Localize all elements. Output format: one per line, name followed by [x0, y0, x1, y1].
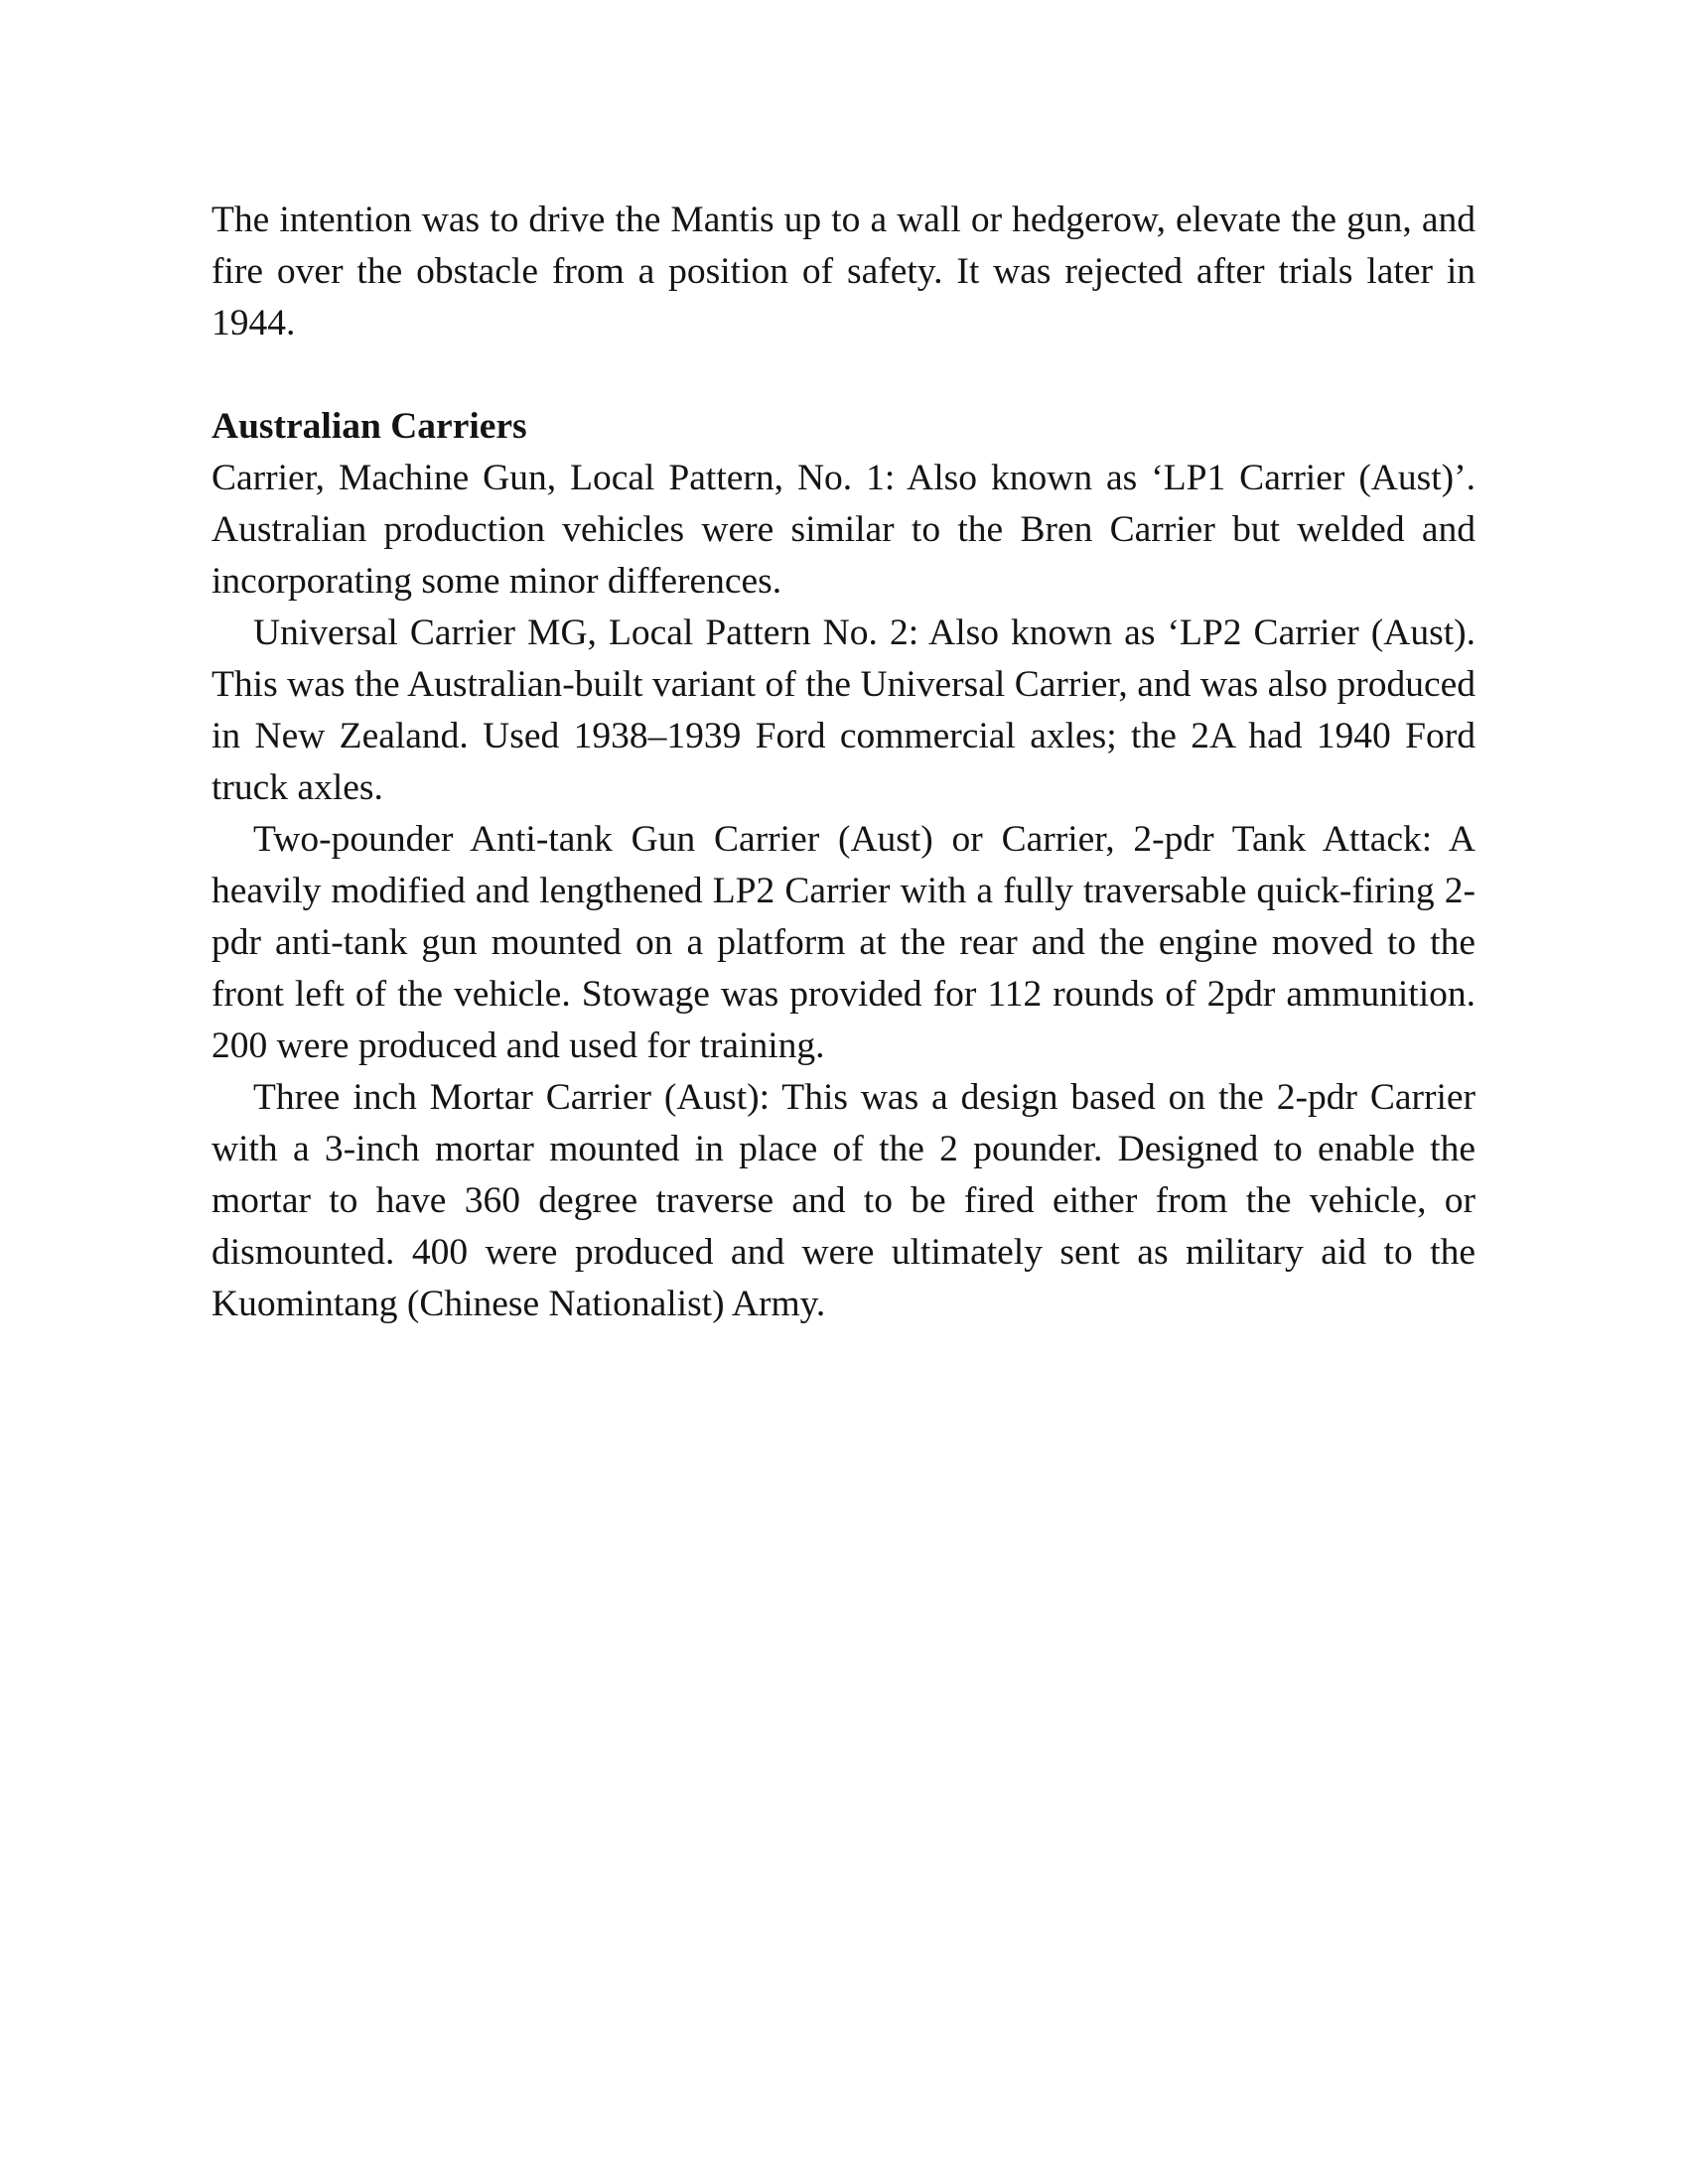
paragraph-lp2-carrier: Universal Carrier MG, Local Pattern No. 2: Also known as ‘LP2 Carrier (Aust). This was the Australian-built variant of the Universal Carrier, and was also produced in New Zealand. Used 1938–1939 Ford commercial axles; the 2A had 1940 Ford truck axles.	[211, 613, 1476, 808]
section-heading: Australian Carriers	[211, 406, 527, 447]
paragraph-mortar-carrier: Three inch Mortar Carrier (Aust): This was a design based on the 2-pdr Carrier with a 3-inch mortar mounted in place of the 2 pounder. Designed to enable the mortar to have 360 degree traverse and to be fired either from the vehicle, or dismounted. 400 were produced and were ultimately sent as military aid to the Kuomintang (Chinese Nationalist) Army.	[211, 1077, 1476, 1324]
paragraph-lp1-carrier: Carrier, Machine Gun, Local Pattern, No. 1: Also known as ‘LP1 Carrier (Aust)’. Australian production vehicles were similar to the Bren Carrier but welded and incorporating some minor differences.	[211, 458, 1476, 602]
page-body	[211, 195, 1476, 1330]
intro-paragraph: The intention was to drive the Mantis up to a wall or hedgerow, elevate the gun, and fire over the obstacle from a position of safety. It was rejected after trials later in 1944.	[211, 200, 1476, 343]
paragraph-2pdr-carrier: Two-pounder Anti-tank Gun Carrier (Aust) or Carrier, 2-pdr Tank Attack: A heavily modified and lengthened LP2 Carrier with a fully traversable quick-firing 2-pdr anti-tank gun mounted on a platform at the rear and the engine moved to the front left of the vehicle. Stowage was provided for 112 rounds of 2pdr ammunition. 200 were produced and used for training.	[211, 819, 1476, 1066]
